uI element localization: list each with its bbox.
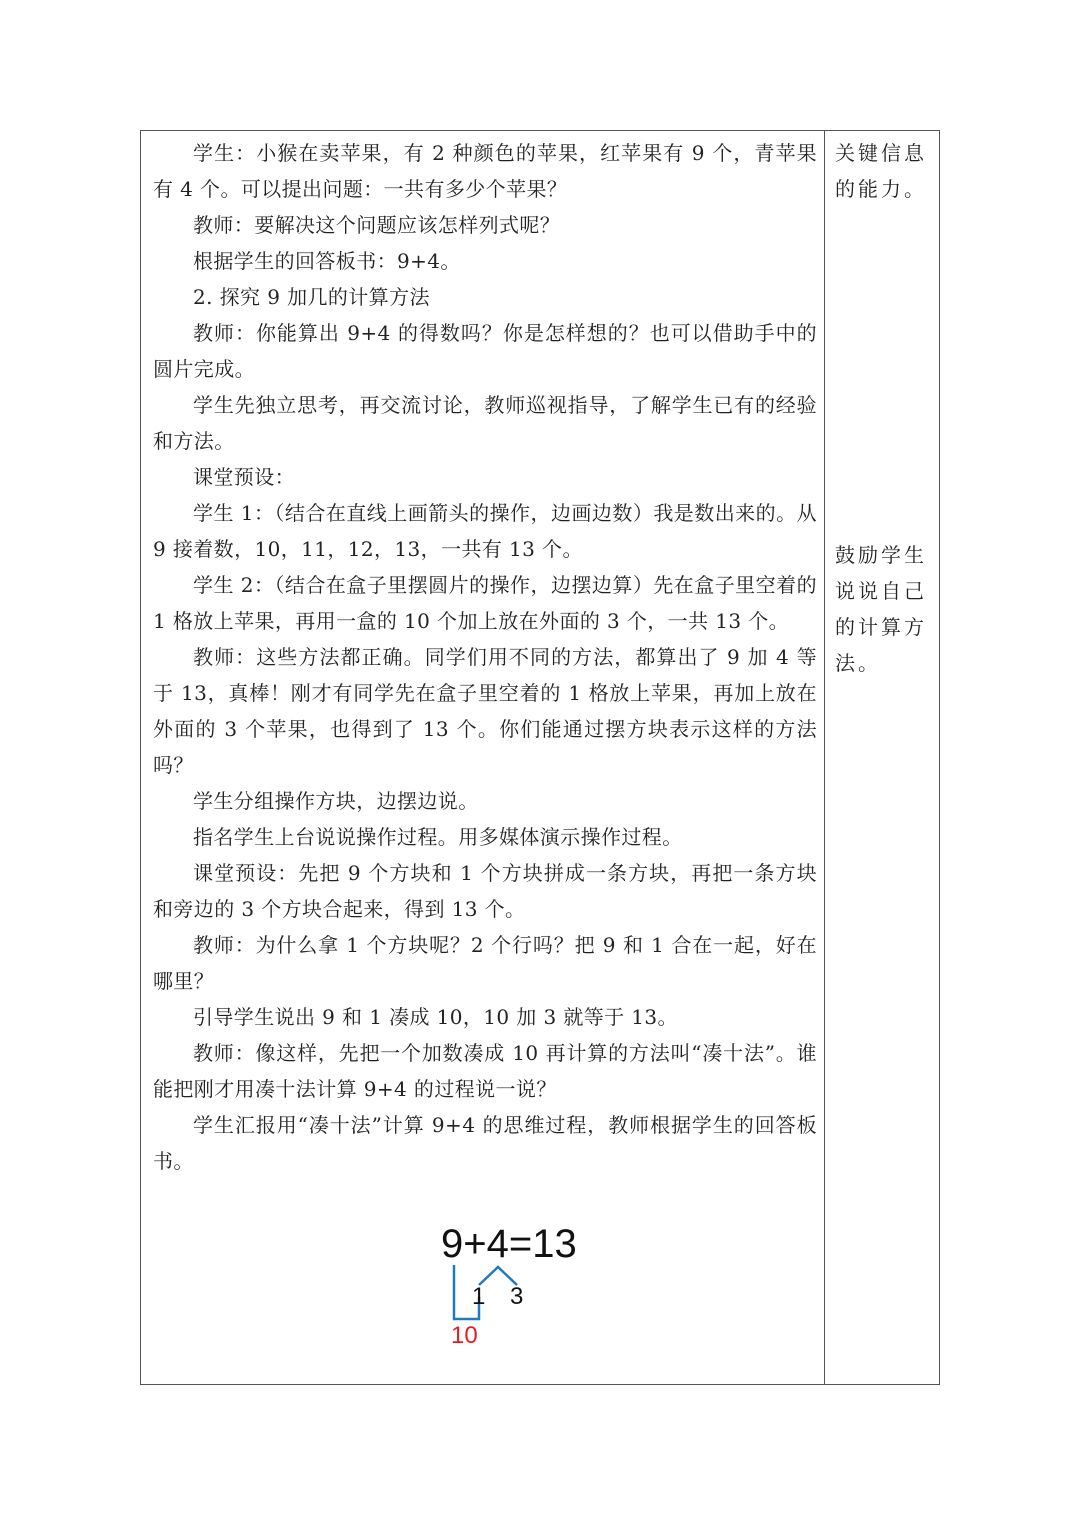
paragraph: 学生汇报用“凑十法”计算 9+4 的思维过程，教师根据学生的回答板书。 <box>153 1113 817 1173</box>
paragraph: 教师：你能算出 9+4 的得数吗？你是怎样想的？也可以借助手中的圆片完成。 <box>153 321 817 381</box>
section-heading: 2. 探究 9 加几的计算方法 <box>193 285 430 309</box>
notes-column <box>835 135 931 675</box>
paragraph: 教师：要解决这个问题应该怎样列式呢？ <box>193 213 561 237</box>
paragraph: 学生 2：（结合在盒子里摆圆片的操作，边摆边算）先在盒子里空着的 1 格放上苹果，再用一盒的 10 个加上放在外面的 3 个，一共 13 个。 <box>153 573 817 633</box>
make-ten-diagram <box>431 1211 591 1351</box>
paragraph: 根据学生的回答板书：9+4。 <box>193 249 461 273</box>
make-ten-svg <box>431 1211 591 1351</box>
paragraph: 教师：为什么拿 1 个方块呢？2 个行吗？把 9 和 1 合在一起，好在哪里？ <box>153 933 817 993</box>
sum-ten-number: 10 <box>451 1322 478 1349</box>
equation-text: 9+4=13 <box>441 1222 577 1266</box>
column-divider <box>824 131 825 1384</box>
paragraph: 课堂预设：先把 9 个方块和 1 个方块拼成一条方块，再把一条方块和旁边的 3 个方块合起来，得到 13 个。 <box>153 861 817 921</box>
paragraph: 学生 1：（结合在直线上画箭头的操作，边画边数）我是数出来的。从 9 接着数，10，11，12，13，一共有 13 个。 <box>153 501 817 561</box>
split-left-number: 1 <box>472 1283 486 1310</box>
paragraph: 学生先独立思考，再交流讨论，教师巡视指导，了解学生已有的经验和方法。 <box>153 393 817 453</box>
paragraph: 指名学生上台说说操作过程。用多媒体演示操作过程。 <box>193 825 683 849</box>
paragraph: 课堂预设： <box>193 465 295 489</box>
paragraph: 学生：小猴在卖苹果，有 2 种颜色的苹果，红苹果有 9 个，青苹果有 4 个。可以提出问题：一共有多少个苹果？ <box>153 141 817 201</box>
paragraph: 学生分组操作方块，边摆边说。 <box>193 789 479 813</box>
paragraph: 教师：像这样，先把一个加数凑成 10 再计算的方法叫“凑十法”。谁能把刚才用凑十法计算 9+4 的过程说一说？ <box>153 1041 817 1101</box>
paragraph: 引导学生说出 9 和 1 凑成 10，10 加 3 就等于 13。 <box>193 1005 678 1029</box>
split-right-number: 3 <box>510 1283 524 1310</box>
lesson-table <box>140 130 940 1385</box>
side-note: 关键信息的能力。 <box>835 141 927 201</box>
main-column <box>153 135 817 1179</box>
side-note: 鼓励学生说说自己的计算方法。 <box>835 543 927 675</box>
paragraph: 教师：这些方法都正确。同学们用不同的方法，都算出了 9 加 4 等于 13，真棒！刚才有同学先在盒子里空着的 1 格放上苹果，再加上放在外面的 3 个苹果，也得到了 13 个。你们能通过摆方块表示这样的方法吗？ <box>153 645 817 777</box>
